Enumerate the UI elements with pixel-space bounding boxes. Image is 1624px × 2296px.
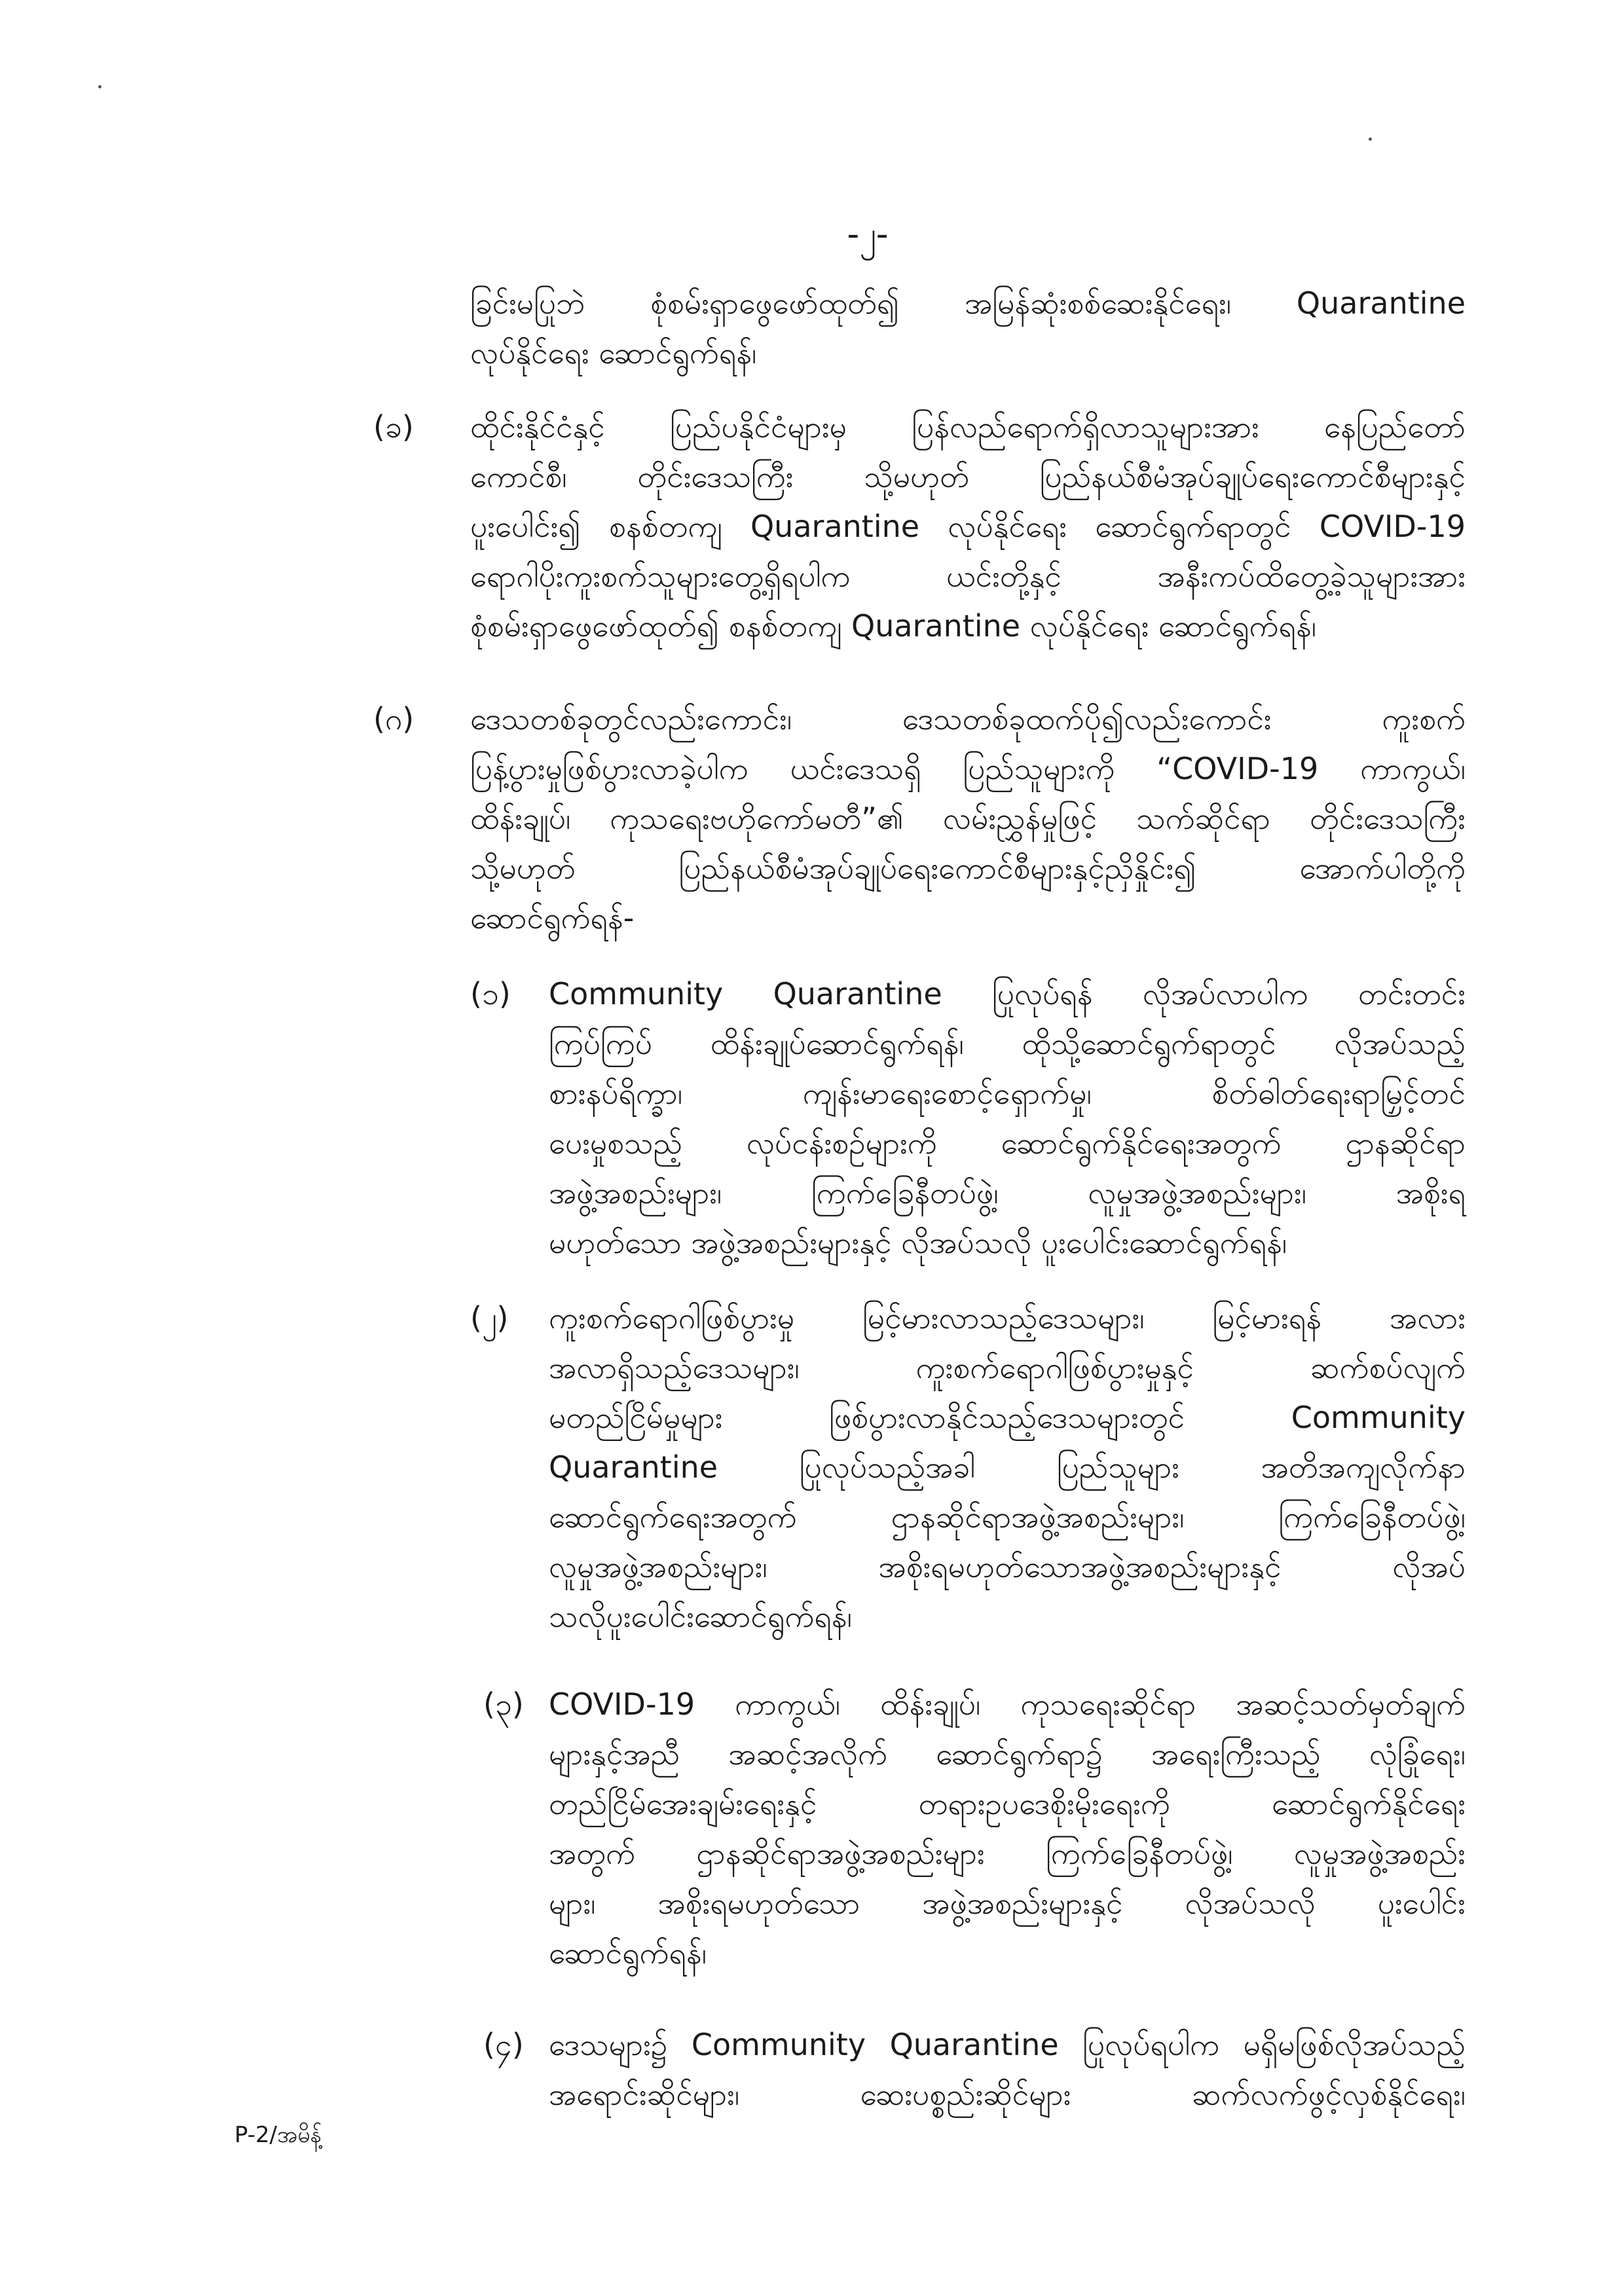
text-line: ဆောင်ရွက်ရန်၊	[549, 1935, 707, 1971]
text-line: လုပ်နိုင်ရေး ဆောင်ရွက်ရန်၊	[470, 335, 757, 371]
text-line: ထိုင်းနိုင်ငံနှင့် ပြည်ပနိုင်ငံများမှ ပြန်လည်ရောက်ရှိလာသူများအား နေပြည်တော်	[470, 409, 1466, 445]
text-line: များ၊ အစိုးရမဟုတ်သော အဖွဲ့အစည်းများနှင့် လိုအပ်သလို ပူးပေါင်း	[549, 1886, 1466, 1921]
text-line: မတည်ငြိမ်မှုများ ဖြစ်ပွားလာနိုင်သည့်ဒေသများတွင် Community	[549, 1400, 1466, 1435]
text-line: ကြပ်ကြပ် ထိန်းချုပ်ဆောင်ရွက်ရန်၊ ထိုသို့ဆောင်ရွက်ရာတွင် လိုအပ်သည့်	[549, 1026, 1466, 1061]
footer-reference: P-2/အမိန့်	[234, 2122, 322, 2148]
text-line: ထိန်းချုပ်၊ ကုသရေးဗဟိုကော်မတီ”၏ လမ်းညွှန်မှုဖြင့် သက်ဆိုင်ရာ တိုင်းဒေသကြီး	[470, 801, 1466, 836]
text-line: Quarantine ပြုလုပ်သည့်အခါ ပြည်သူများ အတိအကျလိုက်နာ	[549, 1449, 1466, 1485]
text-line: သို့မဟုတ် ပြည်နယ်စီမံအုပ်ချုပ်ရေးကောင်စီများနှင့်ညှိနှိုင်း၍ အောက်ပါတို့ကို	[470, 850, 1466, 886]
text-line: ပြန့်ပွားမှုဖြစ်ပွားလာခဲ့ပါက ယင်းဒေသရှိ ပြည်သူများကို “COVID-19 ကာကွယ်၊	[470, 751, 1466, 786]
text-line: အလာရှိသည့်ဒေသများ၊ ကူးစက်ရောဂါဖြစ်ပွားမှုနှင့် ဆက်စပ်လျက်	[549, 1350, 1466, 1385]
intro-paragraph	[470, 278, 1466, 378]
text-line: စားနပ်ရိက္ခာ၊ ကျန်းမာရေးစောင့်ရှောက်မှု၊ စိတ်ဓါတ်ရေးရာမြှင့်တင်	[549, 1076, 1466, 1111]
section-paragraph	[470, 694, 1466, 943]
subsection-marker: (၂)	[470, 1300, 509, 1336]
text-line: ပေးမှုစသည့် လုပ်ငန်းစဉ်များကို ဆောင်ရွက်နိုင်ရေးအတွက် ဌာနဆိုင်ရာ	[549, 1125, 1466, 1161]
text-line: လူမှုအဖွဲ့အစည်းများ၊ အစိုးရမဟုတ်သောအဖွဲ့အစည်းများနှင့် လိုအပ်	[549, 1549, 1466, 1584]
subsection-marker: (၁)	[470, 976, 511, 1011]
text-line: များနှင့်အညီ အဆင့်အလိုက် ဆောင်ရွက်ရာ၌ အရေးကြီးသည့် လုံခြုံရေး၊	[549, 1736, 1466, 1772]
text-line: ပူးပေါင်း၍ စနစ်တကျ Quarantine လုပ်နိုင်ရေး ဆောင်ရွက်ရာတွင် COVID-19	[470, 509, 1466, 544]
section-marker: (ဂ)	[373, 701, 415, 737]
subsection-paragraph	[549, 1679, 1466, 1978]
text-line: စုံစမ်းရှာဖွေဖော်ထုတ်၍ စနစ်တကျ Quarantine လုပ်နိုင်ရေး ဆောင်ရွက်ရန်၊	[470, 608, 1317, 644]
text-line: Community Quarantine ပြုလုပ်ရန် လိုအပ်လာပါက တင်းတင်း	[549, 976, 1466, 1011]
text-line: ဆောင်ရွက်ရေးအတွက် ဌာနဆိုင်ရာအဖွဲ့အစည်းများ၊ ကြက်ခြေနီတပ်ဖွဲ့၊	[549, 1499, 1466, 1535]
text-line: သလိုပူးပေါင်းဆောင်ရွက်ရန်၊	[549, 1599, 852, 1634]
scan-speck	[98, 85, 101, 88]
subsection-paragraph	[549, 2020, 1466, 2119]
text-line: ရောဂါပိုးကူးစက်သူများတွေ့ရှိရပါက ယင်းတို့နှင့် အနီးကပ်ထိတွေ့ခဲ့သူများအား	[470, 558, 1466, 594]
text-line: ဒေသများ၌ Community Quarantine ပြုလုပ်ရပါက မရှိမဖြစ်လိုအပ်သည့်	[549, 2027, 1466, 2062]
subsection-paragraph	[549, 1293, 1466, 1641]
text-line: COVID-19 ကာကွယ်၊ ထိန်းချုပ်၊ ကုသရေးဆိုင်ရာ အဆင့်သတ်မှတ်ချက်	[549, 1686, 1466, 1722]
page-number: -၂-	[847, 215, 889, 254]
subsection-marker: (၃)	[483, 1686, 524, 1722]
subsection-paragraph	[549, 969, 1466, 1267]
text-line: ခြင်းမပြုဘဲ စုံစမ်းရှာဖွေဖော်ထုတ်၍ အမြန်ဆုံးစစ်ဆေးနိုင်ရေး၊ Quarantine	[470, 285, 1466, 321]
text-line: ကောင်စီ၊ တိုင်းဒေသကြီး သို့မဟုတ် ပြည်နယ်စီမံအုပ်ချုပ်ရေးကောင်စီများနှင့်	[470, 459, 1466, 494]
text-line: မဟုတ်သော အဖွဲ့အစည်းများနှင့် လိုအပ်သလို ပူးပေါင်းဆောင်ရွက်ရန်၊	[549, 1225, 1287, 1260]
section-marker: (ခ)	[373, 409, 414, 445]
subsection-marker: (၄)	[483, 2027, 524, 2062]
text-line: ဒေသတစ်ခုတွင်လည်းကောင်း၊ ဒေသတစ်ခုထက်ပို၍လည်းကောင်း ကူးစက်	[470, 701, 1466, 737]
text-line: အရောင်းဆိုင်များ၊ ဆေးပစ္စည်းဆိုင်များ ဆက်လက်ဖွင့်လှစ်နိုင်ရေး၊	[549, 2077, 1466, 2112]
scan-speck	[1369, 137, 1372, 141]
text-line: အတွက် ဌာနဆိုင်ရာအဖွဲ့အစည်းများ ကြက်ခြေနီတပ်ဖွဲ့၊ လူမှုအဖွဲ့အစည်း	[549, 1836, 1466, 1871]
text-line: အဖွဲ့အစည်းများ၊ ကြက်ခြေနီတပ်ဖွဲ့၊ လူမှုအဖွဲ့အစည်းများ၊ အစိုးရ	[549, 1175, 1466, 1211]
text-line: တည်ငြိမ်အေးချမ်းရေးနှင့် တရားဥပဒေစိုးမိုးရေးကို ဆောင်ရွက်နိုင်ရေး	[549, 1786, 1466, 1821]
section-paragraph	[470, 402, 1466, 651]
text-line: ကူးစက်ရောဂါဖြစ်ပွားမှု မြင့်မားလာသည့်ဒေသများ၊ မြင့်မားရန် အလား	[549, 1300, 1466, 1336]
text-line: ဆောင်ရွက်ရန်-	[470, 900, 635, 936]
